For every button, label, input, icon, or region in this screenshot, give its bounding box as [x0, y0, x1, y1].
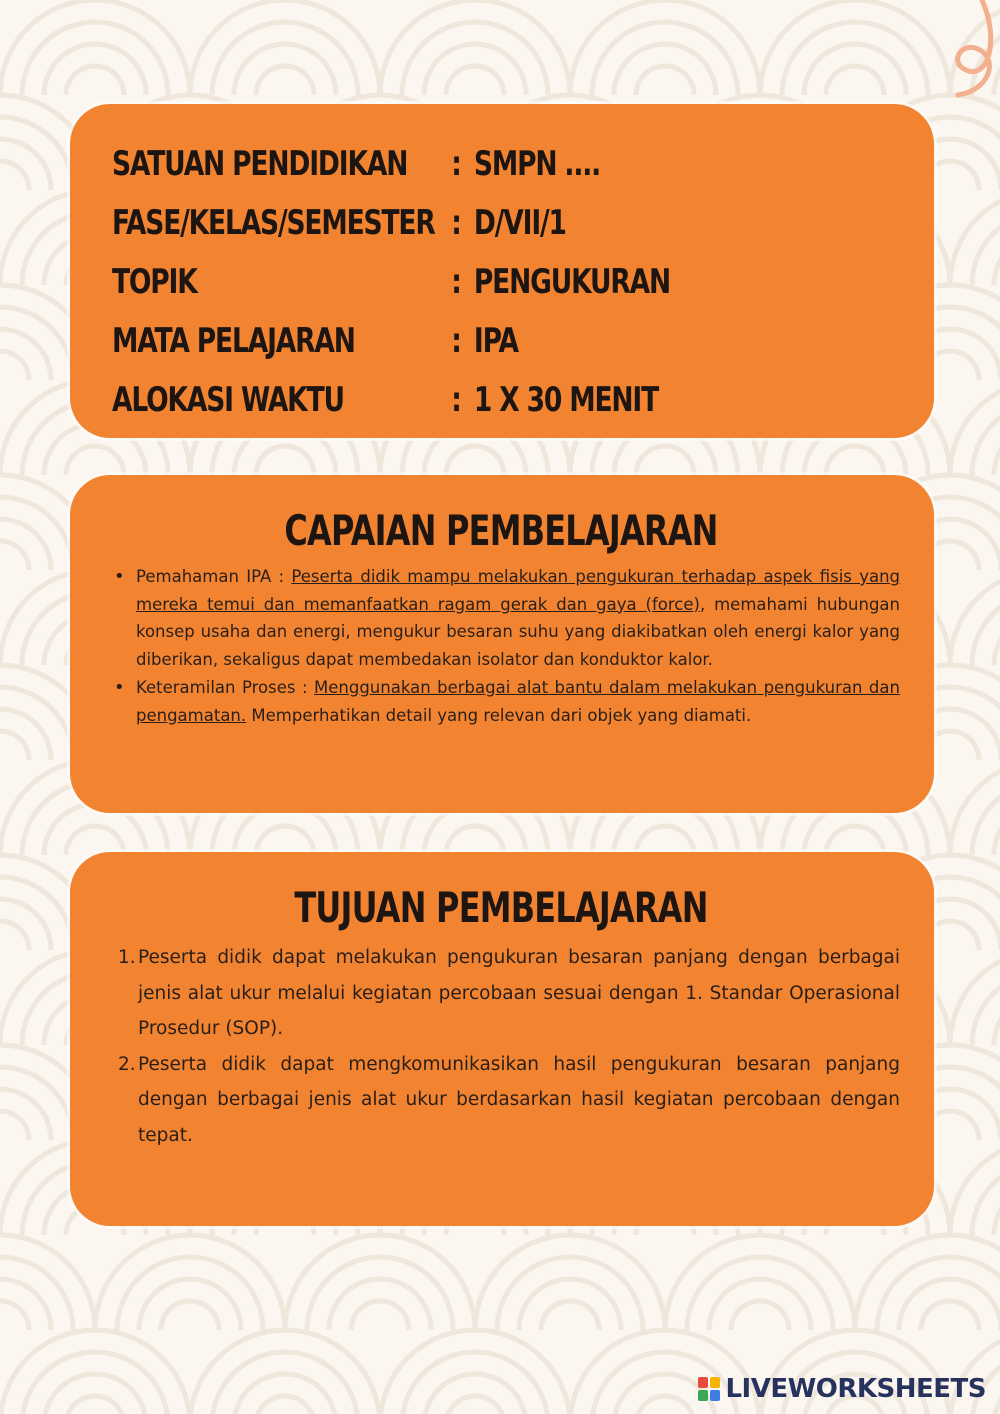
scallop-arc — [234, 44, 336, 95]
scallop-arc — [256, 826, 314, 855]
capaian-list — [112, 563, 900, 729]
info-row — [112, 370, 753, 429]
scallop-arc — [570, 0, 760, 95]
identity-card — [70, 104, 934, 438]
scallop-arc — [285, 1235, 475, 1330]
scallop-arc — [665, 1235, 855, 1330]
scallop-arc — [826, 826, 884, 855]
info-row — [112, 311, 753, 370]
scallop-arc — [256, 446, 314, 475]
logo-tile — [710, 1377, 720, 1388]
capaian-item — [136, 674, 900, 729]
tujuan-item-text: Peserta didik dapat melakukan pengukuran besaran panjang dengan berbagai jenis alat ukur melalui kegiatan percobaan sesuai dengan 1. Standar Operasional Prosedur (SOP). — [138, 947, 900, 1039]
tujuan-title: TUJUAN PEMBELAJARAN — [294, 883, 708, 932]
scallop-arc — [0, 1301, 29, 1330]
scallop-arc — [66, 66, 124, 95]
scallop-arc — [0, 731, 29, 760]
capaian-item-text: Memperhatikan detail yang relevan dari objek yang diamati. — [246, 705, 752, 725]
info-colon: : — [451, 261, 461, 302]
info-label: FASE/KELAS/SEMESTER — [112, 202, 435, 243]
logo-tile — [710, 1390, 720, 1401]
scallop-arc — [212, 1352, 358, 1414]
info-colon: : — [451, 202, 461, 243]
scallop-arc — [709, 1279, 811, 1330]
scallop-arc — [424, 44, 526, 95]
scallop-arc — [994, 1374, 1000, 1414]
capaian-item-label: Keteramilan Proses — [136, 677, 296, 697]
scallop-arc — [899, 1279, 1000, 1330]
scallop-arc — [66, 826, 124, 855]
info-value: IPA — [473, 320, 518, 361]
scallop-arc — [994, 994, 1000, 1045]
tujuan-card — [70, 852, 934, 1226]
scallop-arc — [351, 1301, 409, 1330]
scallop-arc — [22, 1352, 168, 1414]
scallop-arc — [0, 351, 29, 380]
scallop-arc — [380, 0, 570, 95]
capaian-title: CAPAIAN PEMBELAJARAN — [284, 506, 718, 555]
scallop-arc — [921, 1301, 979, 1330]
logo-tile — [698, 1390, 708, 1401]
scallop-arc — [731, 1301, 789, 1330]
scallop-arc — [161, 1301, 219, 1330]
tujuan-item — [118, 1047, 900, 1154]
scallop-arc — [0, 161, 29, 190]
scallop-arc — [139, 1279, 241, 1330]
scallop-arc — [614, 44, 716, 95]
scallop-arc — [0, 541, 29, 570]
info-colon: : — [451, 379, 461, 420]
info-value: PENGUKURAN — [473, 261, 671, 302]
scallop-arc — [541, 1301, 599, 1330]
capaian-item — [136, 563, 900, 674]
capaian-item-separator: : — [295, 677, 315, 697]
info-row — [112, 252, 753, 311]
scallop-arc — [636, 446, 694, 475]
scallop-arc — [636, 1396, 694, 1414]
info-colon: : — [451, 320, 461, 361]
liveworksheets-brand[interactable] — [698, 1374, 986, 1404]
logo-tile — [698, 1377, 708, 1388]
scallop-arc — [994, 234, 1000, 285]
scallop-arc — [95, 1235, 285, 1330]
capaian-card — [70, 475, 934, 813]
scallop-arc — [475, 1235, 665, 1330]
capaian-item-separator: : — [271, 567, 292, 586]
info-table — [112, 134, 934, 429]
capaian-item-underlined-text: Peserta didik mampu melakukan pengukuran terhadap aspek fisis yang mereka temui dan memanfaatkan ragam gerak dan gaya (force) — [136, 567, 900, 614]
info-value: SMPN .... — [473, 143, 601, 184]
scallop-arc — [446, 66, 504, 95]
swirl-decoration — [870, 0, 1000, 100]
scallop-arc — [994, 804, 1000, 855]
info-label: ALOKASI WAKTU — [112, 379, 344, 420]
info-value: D/VII/1 — [473, 202, 566, 243]
scallop-arc — [190, 0, 380, 95]
capaian-item-underlined-text: Menggunakan berbagai alat bantu dalam melakukan pengukuran dan pengamatan. — [136, 677, 900, 725]
info-row — [112, 134, 753, 193]
scallop-arc — [66, 446, 124, 475]
scallop-arc — [446, 826, 504, 855]
scallop-arc — [0, 921, 29, 950]
scallop-arc — [402, 1352, 548, 1414]
scallop-arc — [44, 44, 146, 95]
tujuan-item-number: 1. — [118, 947, 136, 968]
tujuan-list — [112, 940, 900, 1153]
scallop-arc — [0, 1111, 29, 1140]
scallop-arc — [636, 826, 694, 855]
brand-text: LIVEWORKSHEETS — [725, 1374, 986, 1404]
scallop-arc — [826, 446, 884, 475]
info-label: MATA PELAJARAN — [112, 320, 355, 361]
tujuan-item — [118, 940, 900, 1047]
scallop-arc — [0, 0, 190, 95]
info-value: 1 X 30 MENIT — [473, 379, 659, 420]
scallop-arc — [636, 66, 694, 95]
tujuan-item-number: 2. — [118, 1053, 136, 1075]
info-row — [112, 193, 753, 252]
liveworksheets-logo-icon — [698, 1377, 720, 1401]
capaian-item-label: Pemahaman IPA — [136, 567, 272, 586]
tujuan-item-text: Peserta didik dapat mengkomunikasikan hasil pengukuran besaran panjang dengan berbagai jenis alat ukur berdasarkan hasil kegiatan percobaan dengan tepat. — [138, 1053, 900, 1146]
scallop-arc — [994, 614, 1000, 665]
scallop-arc — [877, 1257, 1000, 1330]
scallop-arc — [66, 1396, 124, 1414]
capaian-item-text: , memahami hubungan konsep usaha dan energi, mengukur besaran suhu yang diakibatkan oleh energi kalor yang diberikan, sekaligus dapat membedakan isolator dan konduktor kalor. — [136, 594, 900, 670]
scallop-arc — [329, 1279, 431, 1330]
scallop-arc — [446, 1396, 504, 1414]
scallop-arc — [994, 424, 1000, 475]
info-colon: : — [451, 143, 461, 184]
scallop-arc — [519, 1279, 621, 1330]
scallop-arc — [256, 1396, 314, 1414]
scallop-arc — [256, 66, 314, 95]
info-label: TOPIK — [112, 261, 197, 302]
info-label: SATUAN PENDIDIKAN — [112, 143, 408, 184]
scallop-arc — [994, 1184, 1000, 1235]
scallop-arc — [446, 446, 504, 475]
